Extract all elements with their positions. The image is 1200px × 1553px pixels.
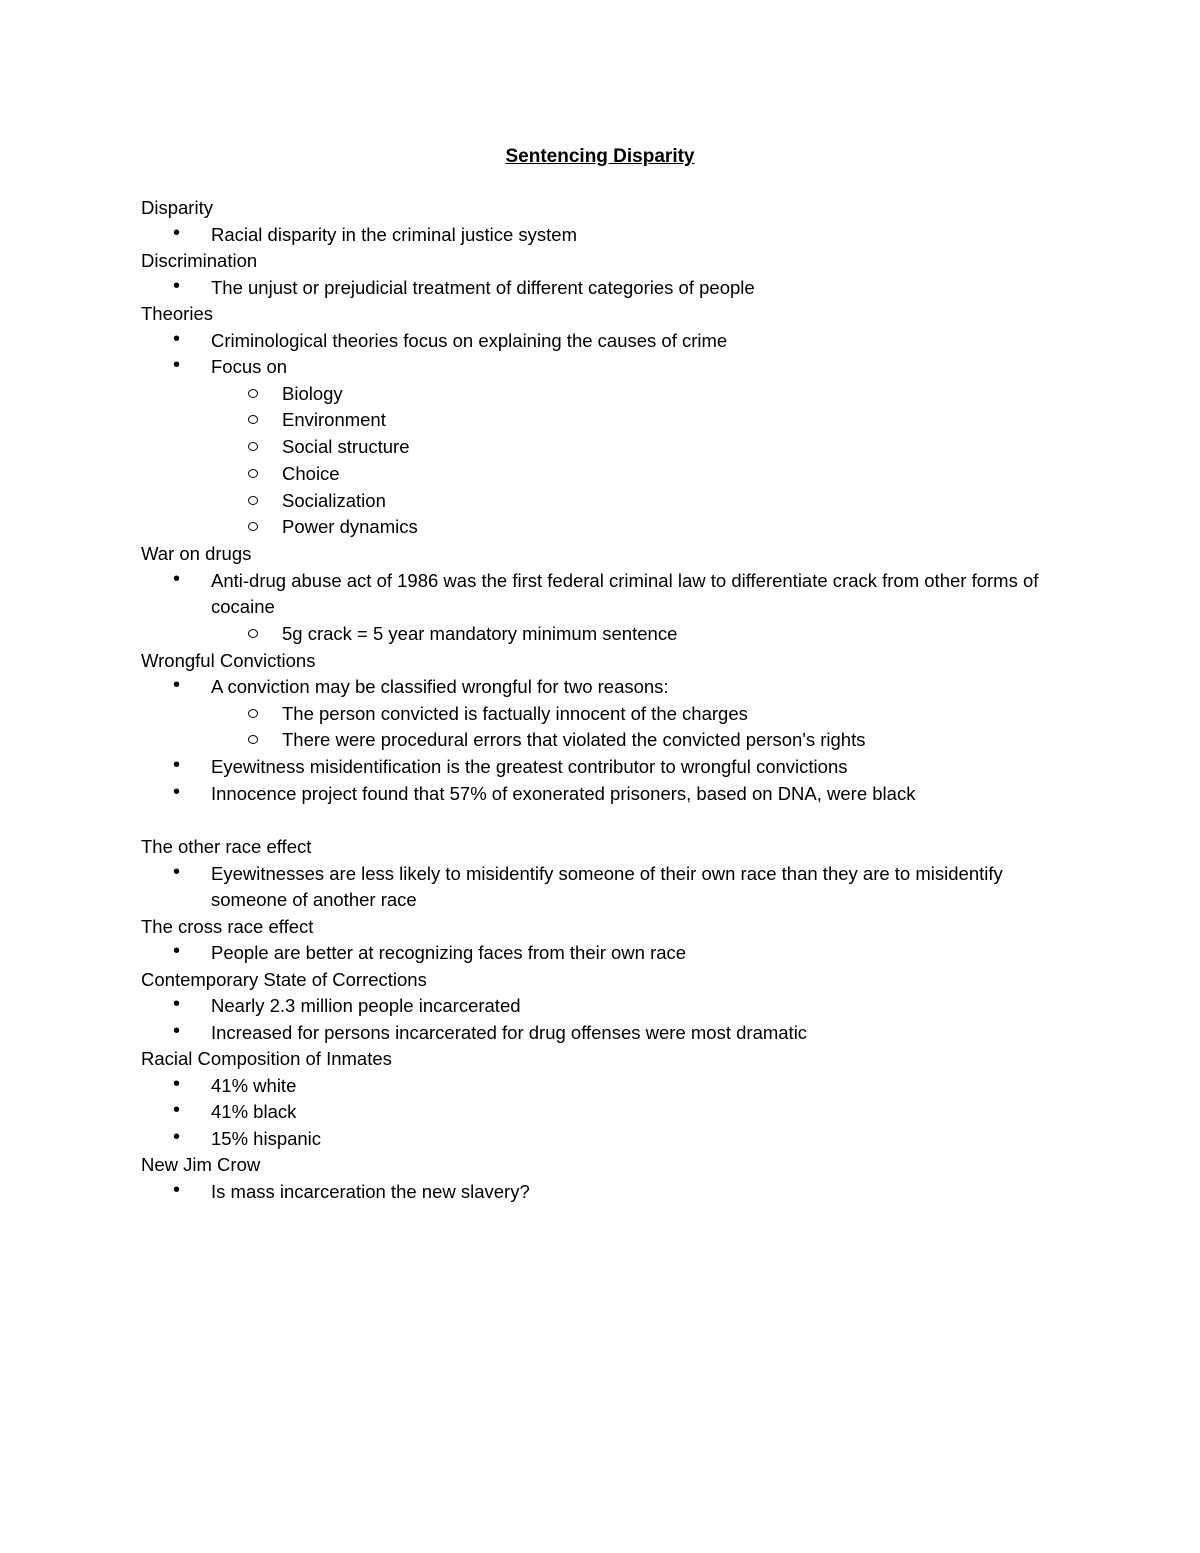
section-heading-disparity: Disparity [141,197,213,218]
new-jim-crow-list [141,1179,1041,1206]
bullet-icon: • [173,274,181,297]
bullet-icon: • [173,1125,181,1148]
bullet-icon: • [173,1019,181,1042]
section-heading-other-race-effect: The other race effect [141,836,312,858]
bullet-icon: • [173,780,181,803]
list-item: • 15% hispanic [173,1125,322,1149]
list-item: • People are better at recognizing faces from their own race [173,940,687,964]
war-on-drugs-list [141,568,1041,648]
bullet-icon: • [173,674,181,697]
section-heading-discrimination: Discrimination [141,250,258,271]
bullet-icon: • [173,1178,181,1201]
list-item: • Is mass incarceration the new slavery? [173,1178,530,1202]
section-heading-new-jim-crow: New Jim Crow [141,1154,261,1176]
hollow-bullet-icon [248,522,258,531]
document-body [141,195,1041,1205]
bullet-icon: • [173,221,181,244]
theories-list [141,328,1041,542]
list-item: • Innocence project found that 57% of exonerated prisoners, based on DNA, were black [173,780,916,804]
sublist-item: 5g crack = 5 year mandatory minimum sentence [211,621,1041,648]
bullet-icon: • [173,940,181,963]
list-item: • Increased for persons incarcerated for drug offenses were most dramatic [173,1019,808,1043]
cross-race-effect-list [141,940,1041,967]
sublist-item: Biology [211,381,1041,408]
list-item: • 41% white [173,1072,297,1096]
section-heading-theories: Theories [141,303,213,324]
sublist-item: Choice [211,461,1041,488]
bullet-icon: • [173,567,181,590]
list-item: • 41% black [173,1099,297,1123]
hollow-bullet-icon [248,415,258,424]
list-item: • Eyewitness misidentification is the greatest contributor to wrongful convictions [173,754,848,778]
bullet-icon: • [173,354,181,376]
list-item: • Racial disparity in the criminal justice system [173,221,578,245]
hollow-bullet-icon [248,709,258,718]
sublist-item: Power dynamics [211,514,1041,541]
hollow-bullet-icon [248,496,258,505]
list-item: • Eyewitnesses are less likely to misidentify someone of their own race than they are to misidentify someone of another race [173,860,1003,911]
wrongful-reasons-sublist [211,701,1041,755]
bullet-icon: • [173,327,181,350]
hollow-bullet-icon [248,469,258,478]
list-item: • A conviction may be classified wrongful for two reasons: The person convicted is factually innocent of the charges There were procedural errors that violated the convicted person's rights [141,674,1041,754]
sublist-item: Social structure [211,434,1041,461]
sublist-item: There were procedural errors that violated the convicted person's rights [211,727,1041,754]
bullet-icon: • [173,860,181,883]
section-heading-corrections: Contemporary State of Corrections [141,968,427,990]
section-heading-war-on-drugs: War on drugs [141,543,252,565]
bullet-icon: • [173,993,181,1016]
wrongful-convictions-list [141,674,1041,807]
hollow-bullet-icon [248,629,258,638]
hollow-bullet-icon [248,735,258,744]
hollow-bullet-icon [248,389,258,398]
sublist-item: Environment [211,407,1041,434]
section-heading-racial-composition: Racial Composition of Inmates [141,1048,392,1070]
other-race-effect-list [141,861,1041,914]
disparity-list [141,222,1041,249]
page-title: Sentencing Disparity [505,146,695,167]
bullet-icon: • [173,1099,181,1122]
bullet-icon: • [173,1072,181,1095]
list-item: • The unjust or prejudicial treatment of different categories of people [173,274,755,298]
list-item: • Anti-drug abuse act of 1986 was the first federal criminal law to differentiate crack from other forms of cocaine 5g crack = 5 year mandatory minimum sentence [141,568,1041,648]
sublist-item: Socialization [211,488,1041,515]
war-on-drugs-sublist [211,621,1041,648]
list-item: • Nearly 2.3 million people incarcerated [173,993,521,1017]
corrections-list [141,993,1041,1046]
section-heading-cross-race-effect: The cross race effect [141,915,314,937]
list-item: • Focus on Biology Environment Social structure Choice Socialization Power dynamics [141,354,1041,541]
hollow-bullet-icon [248,442,258,451]
racial-composition-list [141,1073,1041,1153]
blank-line [141,807,1041,834]
list-item: • Criminological theories focus on explaining the causes of crime [173,327,728,351]
bullet-icon: • [173,754,181,777]
discrimination-list [141,275,1041,302]
section-heading-wrongful-convictions: Wrongful Convictions [141,649,316,671]
focus-sublist [211,381,1041,542]
sublist-item: The person convicted is factually innocent of the charges [211,701,1041,728]
